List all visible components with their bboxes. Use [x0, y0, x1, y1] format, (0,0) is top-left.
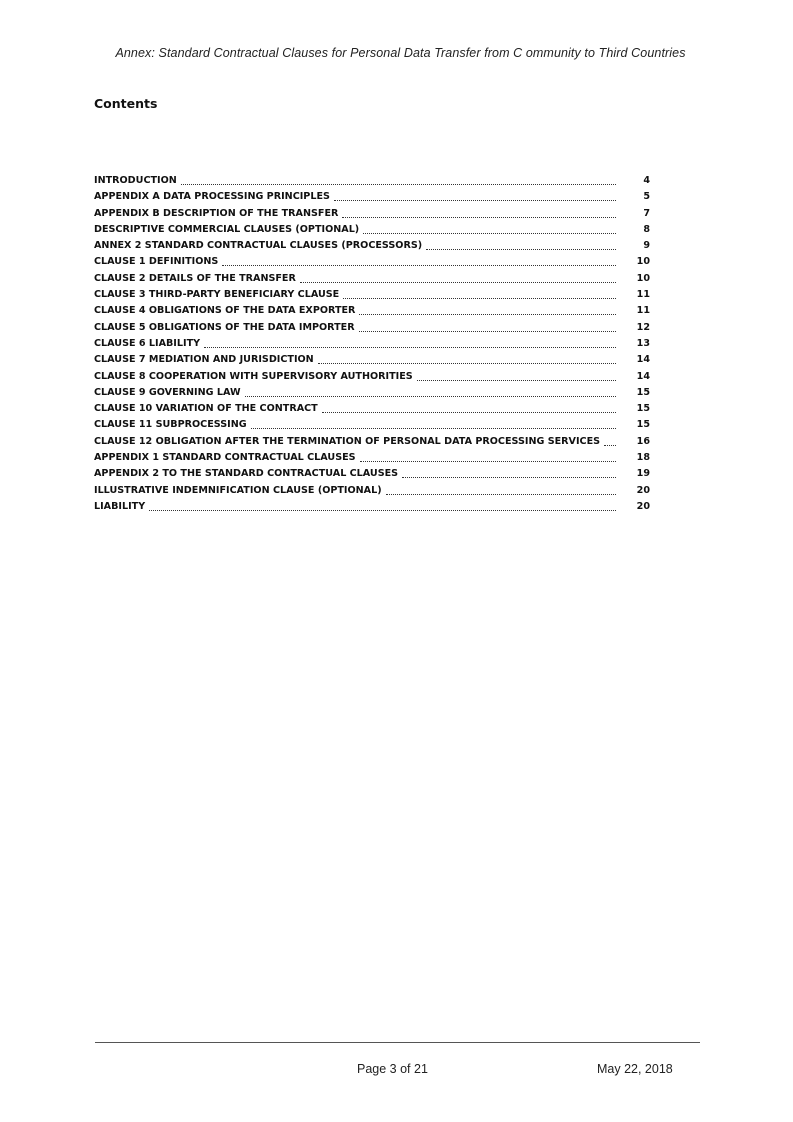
- toc-dot-leader: [245, 385, 616, 397]
- toc-entry-label: CLAUSE 2 DETAILS OF THE TRANSFER: [94, 271, 300, 287]
- toc-entry-label: INTRODUCTION: [94, 173, 181, 189]
- toc-entry[interactable]: [94, 320, 650, 336]
- toc-entry-page: 12: [636, 321, 650, 333]
- toc-entry-page: 10: [636, 272, 650, 284]
- toc-entry[interactable]: [94, 483, 650, 499]
- toc-dot-leader: [342, 206, 616, 218]
- toc-entry[interactable]: [94, 206, 650, 222]
- toc-dot-leader: [318, 352, 616, 364]
- toc-entry-page: 11: [636, 305, 650, 317]
- toc-entry-label: ILLUSTRATIVE INDEMNIFICATION CLAUSE (OPTIONAL): [94, 483, 386, 499]
- toc-entry[interactable]: [94, 254, 650, 270]
- toc-entry[interactable]: [94, 417, 650, 433]
- toc-entry-label: CLAUSE 8 COOPERATION WITH SUPERVISORY AUTHORITIES: [94, 369, 417, 385]
- header-title: Annex: Standard Contractual Clauses for Personal Data Transfer from C ommunity to Third Countries: [115, 46, 686, 60]
- toc-dot-leader: [402, 466, 616, 478]
- toc-entry-label: CLAUSE 1 DEFINITIONS: [94, 254, 222, 270]
- toc-dot-leader: [604, 434, 616, 446]
- toc-entry-label: DESCRIPTIVE COMMERCIAL CLAUSES (OPTIONAL): [94, 222, 363, 238]
- toc-entry-page: 16: [636, 435, 650, 447]
- toc-entry-label: APPENDIX 1 STANDARD CONTRACTUAL CLAUSES: [94, 450, 360, 466]
- toc-entry-label: CLAUSE 5 OBLIGATIONS OF THE DATA IMPORTER: [94, 320, 359, 336]
- toc-entry-label: CLAUSE 6 LIABILITY: [94, 336, 204, 352]
- toc-entry-label: LIABILITY: [94, 499, 149, 515]
- toc-entry-page: 8: [643, 223, 650, 235]
- toc-entry[interactable]: [94, 287, 650, 303]
- toc-entry-label: CLAUSE 11 SUBPROCESSING: [94, 417, 251, 433]
- toc-entry[interactable]: [94, 466, 650, 482]
- toc-entry-label: CLAUSE 9 GOVERNING LAW: [94, 385, 245, 401]
- footer-divider: [95, 1042, 700, 1043]
- toc-entry[interactable]: [94, 401, 650, 417]
- toc-entry-label: CLAUSE 4 OBLIGATIONS OF THE DATA EXPORTER: [94, 303, 359, 319]
- toc-dot-leader: [359, 320, 616, 332]
- toc-dot-leader: [417, 369, 616, 381]
- toc-entry-page: 18: [636, 452, 650, 464]
- toc-entry[interactable]: [94, 385, 650, 401]
- toc-entry-page: 14: [636, 354, 650, 366]
- footer-page-number: Page 3 of 21: [357, 1062, 428, 1076]
- toc-entry-page: 7: [643, 207, 650, 219]
- toc-entry-page: 11: [636, 289, 650, 301]
- toc-entry-page: 9: [643, 240, 650, 252]
- toc-entry[interactable]: [94, 303, 650, 319]
- toc-entry-page: 20: [636, 484, 650, 496]
- toc-dot-leader: [363, 222, 616, 234]
- toc-entry-label: CLAUSE 12 OBLIGATION AFTER THE TERMINATION OF PERSONAL DATA PROCESSING SERVICES: [94, 434, 604, 450]
- toc-entry[interactable]: [94, 238, 650, 254]
- toc-entry-page: 20: [636, 500, 650, 512]
- toc-entry[interactable]: [94, 271, 650, 287]
- toc-dot-leader: [334, 189, 616, 201]
- toc-entry-label: CLAUSE 7 MEDIATION AND JURISDICTION: [94, 352, 318, 368]
- toc-entry[interactable]: [94, 434, 650, 450]
- toc-dot-leader: [181, 173, 616, 185]
- toc-entry[interactable]: [94, 450, 650, 466]
- toc-entry-label: APPENDIX B DESCRIPTION OF THE TRANSFER: [94, 206, 342, 222]
- toc-dot-leader: [149, 499, 616, 511]
- toc-dot-leader: [426, 238, 616, 250]
- toc-entry[interactable]: [94, 369, 650, 385]
- toc-entry-page: 5: [643, 191, 650, 203]
- toc-dot-leader: [222, 254, 616, 266]
- toc-dot-leader: [204, 336, 616, 348]
- toc-entry-page: 15: [636, 403, 650, 415]
- toc-entry[interactable]: [94, 173, 650, 189]
- toc-entry-label: CLAUSE 3 THIRD-PARTY BENEFICIARY CLAUSE: [94, 287, 343, 303]
- toc-entry-label: APPENDIX 2 TO THE STANDARD CONTRACTUAL CLAUSES: [94, 466, 402, 482]
- toc-dot-leader: [360, 450, 616, 462]
- toc-dot-leader: [343, 287, 616, 299]
- toc-entry-page: 13: [636, 337, 650, 349]
- toc-dot-leader: [322, 401, 616, 413]
- contents-heading: Contents: [94, 96, 158, 111]
- toc-entry-page: 14: [636, 370, 650, 382]
- toc-entry[interactable]: [94, 352, 650, 368]
- page-header: [0, 46, 793, 60]
- toc-entry[interactable]: [94, 336, 650, 352]
- toc-entry-label: APPENDIX A DATA PROCESSING PRINCIPLES: [94, 189, 334, 205]
- toc-entry-page: 15: [636, 419, 650, 431]
- toc-dot-leader: [386, 483, 616, 495]
- toc-dot-leader: [300, 271, 616, 283]
- toc-entry[interactable]: [94, 499, 650, 515]
- toc-entry[interactable]: [94, 189, 650, 205]
- toc-entry[interactable]: [94, 222, 650, 238]
- table-of-contents: [94, 173, 650, 515]
- footer-date: May 22, 2018: [597, 1062, 673, 1076]
- toc-dot-leader: [251, 417, 616, 429]
- toc-dot-leader: [359, 303, 616, 315]
- toc-entry-page: 15: [636, 386, 650, 398]
- toc-entry-label: ANNEX 2 STANDARD CONTRACTUAL CLAUSES (PROCESSORS): [94, 238, 426, 254]
- toc-entry-page: 19: [636, 468, 650, 480]
- toc-entry-label: CLAUSE 10 VARIATION OF THE CONTRACT: [94, 401, 322, 417]
- toc-entry-page: 4: [643, 175, 650, 186]
- toc-entry-page: 10: [636, 256, 650, 268]
